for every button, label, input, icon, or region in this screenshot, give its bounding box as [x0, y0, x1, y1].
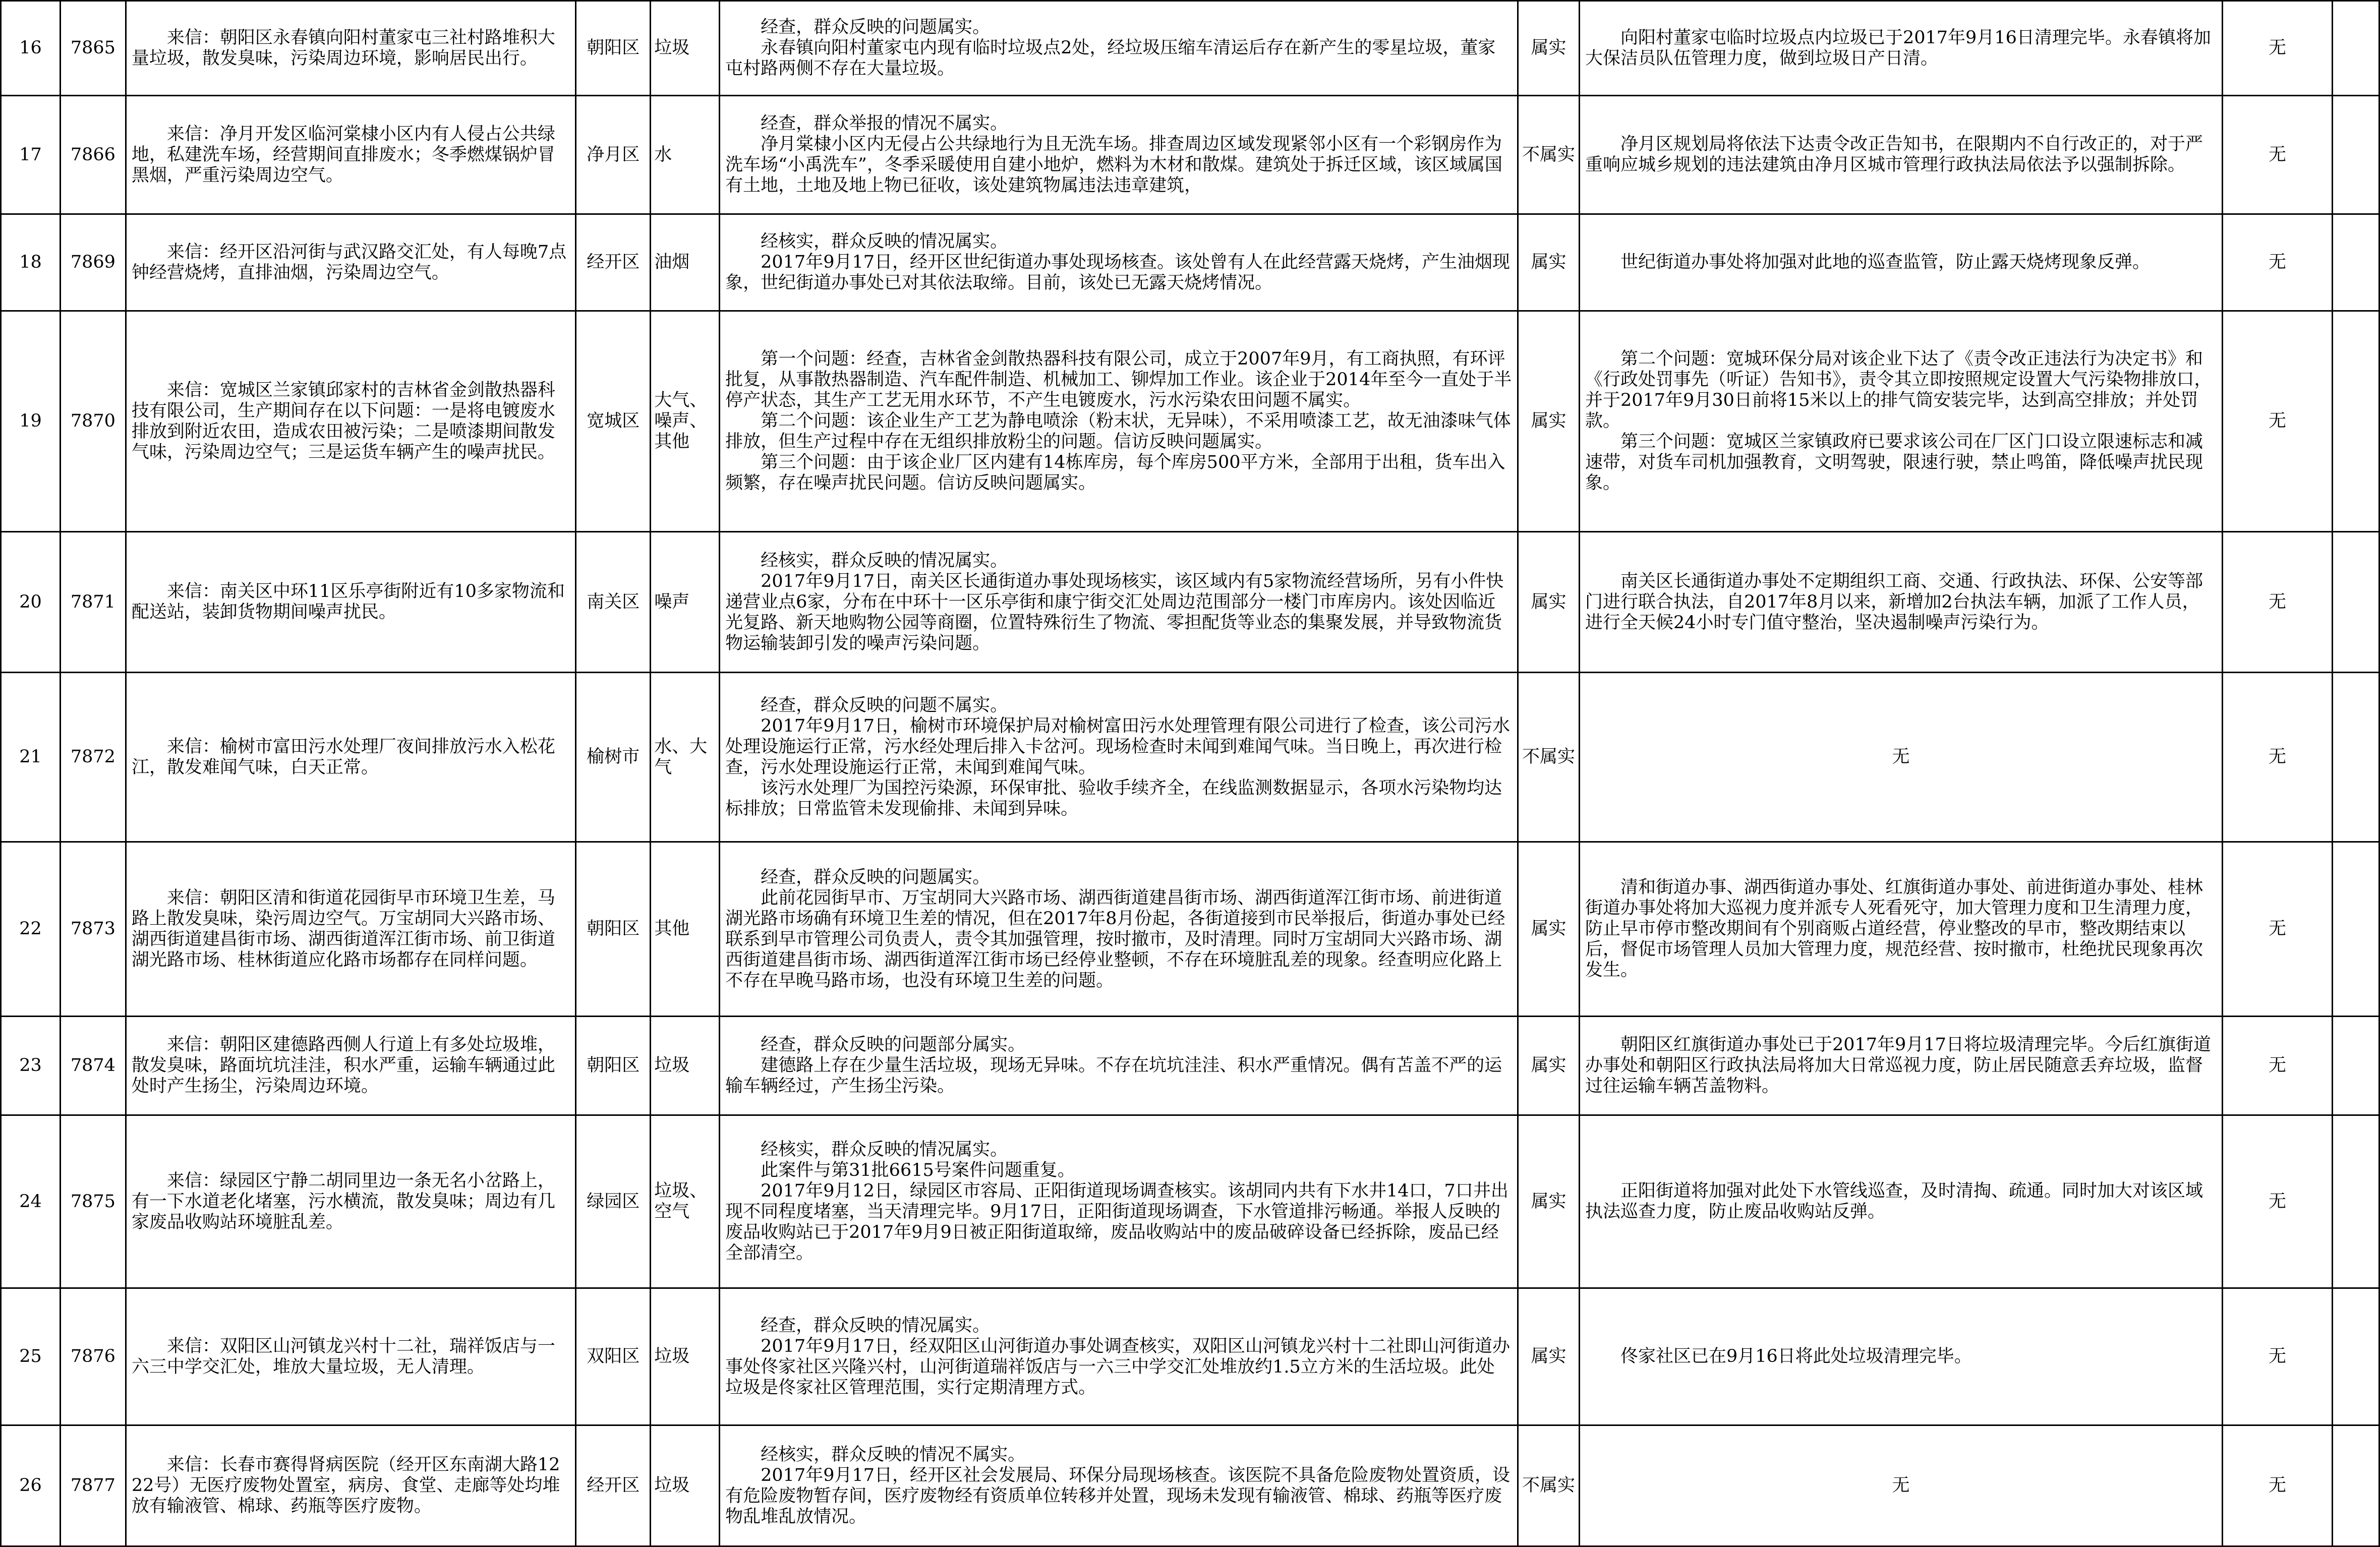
findings-text-paragraph: 经查，群众反映的问题属实。 [761, 17, 991, 37]
accountability: 无 [2223, 1115, 2333, 1288]
verdict: 属实 [1518, 1, 1580, 96]
complaint-text [126, 532, 575, 673]
empty-cell [2332, 532, 2379, 673]
complaint-text-paragraph: 来信：宽城区兰家镇邱家村的吉林省金剑散热器科技有限公司，生产期间存在以下问题：一是将电镀废水排放到附近农田，造成农田被污染；二是喷漆期间散发气味，污染周边空气；三是运货车辆产生的噪声扰民。 [131, 380, 555, 462]
complaint-text [126, 1425, 575, 1546]
empty-cell [2332, 673, 2379, 842]
findings-text-paragraph: 2017年9月17日，榆树市环境保护局对榆树富田污水处理管理有限公司进行了检查，该公司污水处理设施运行正常，污水经处理后排入卡岔河。现场检查时未闻到难闻气味。当日晚上，再次进行检查，污水处理设施运行正常，未闻到难闻气味。 [725, 716, 1511, 778]
issue-type: 垃圾 [651, 1288, 720, 1425]
table-row [1, 1115, 2379, 1288]
complaint-text [126, 673, 575, 842]
measures-text-value: 无 [1892, 747, 1910, 767]
case-id: 7875 [60, 1115, 126, 1288]
findings-text-paragraph: 此前花园街早市、万宝胡同大兴路市场、湖西街道建昌街市场、湖西街道浑江街市场、前进街道湖光路市场确有环境卫生差的情况，但在2017年8月份起，各街道接到市民举报后，街道办事处已经联系到早市管理公司负责人，责令其加强管理，按时撤市，及时清理。同时万宝胡同大兴路市场、湖西街道建昌街市场、湖西街道浑江街市场已经停业整顿，不存在环境脏乱差的现象。经查明应化路上不存在早晚马路市场，也没有环境卫生差的问题。 [725, 887, 1505, 991]
case-id: 7872 [60, 673, 126, 842]
findings-text-paragraph: 2017年9月17日，经开区社会发展局、环保分局现场核查。该医院不具备危险废物处置资质，设有危险废物暂存间，医疗废物经有资质单位转移并处置，现场未发现有输液管、棉球、药瓶等医疗废物乱堆乱放情况。 [725, 1465, 1511, 1527]
issue-type: 垃圾 [651, 1017, 720, 1115]
issue-type: 垃圾、空气 [651, 1115, 720, 1288]
measures-text-paragraph: 正阳街道将加强对此处下水管线巡查，及时清掏、疏通。同时加大对该区域执法巡查力度，防止废品收购站反弹。 [1585, 1181, 2203, 1222]
complaint-text-paragraph: 来信：双阳区山河镇龙兴村十二社，瑞祥饭店与一六三中学交汇处，堆放大量垃圾，无人清理。 [131, 1336, 555, 1377]
accountability: 无 [2223, 532, 2333, 673]
table-row [1, 311, 2379, 532]
row-number: 19 [1, 311, 61, 532]
verdict: 属实 [1518, 1017, 1580, 1115]
accountability: 无 [2223, 214, 2333, 311]
complaint-text-paragraph: 来信：榆树市富田污水处理厂夜间排放污水入松花江，散发难闻气味，白天正常。 [131, 736, 555, 778]
district: 双阳区 [576, 1288, 651, 1425]
table-row [1, 1288, 2379, 1425]
row-number: 16 [1, 1, 61, 96]
issue-type: 垃圾 [651, 1425, 720, 1546]
complaint-text [126, 842, 575, 1017]
complaint-text-paragraph: 来信：绿园区宁静二胡同里边一条无名小岔路上，有一下水道老化堵塞，污水横流，散发臭味；周边有几家废品收购站环境脏乱差。 [131, 1170, 555, 1232]
district: 南关区 [576, 532, 651, 673]
findings-text-paragraph: 经查，群众反映的情况属实。 [761, 1315, 991, 1336]
accountability: 无 [2223, 1017, 2333, 1115]
verdict: 属实 [1518, 214, 1580, 311]
findings-text-paragraph: 经核实，群众反映的情况属实。 [761, 231, 1008, 252]
row-number: 18 [1, 214, 61, 311]
measures-text-paragraph: 佟家社区已在9月16日将此处垃圾清理完毕。 [1620, 1346, 1972, 1366]
empty-cell [2332, 96, 2379, 214]
findings-text [720, 673, 1518, 842]
verdict: 不属实 [1518, 96, 1580, 214]
case-id: 7869 [60, 214, 126, 311]
table-row [1, 96, 2379, 214]
empty-cell [2332, 1017, 2379, 1115]
findings-text-paragraph: 建德路上存在少量生活垃圾，现场无异味。不存在坑坑洼洼、积水严重情况。偶有苫盖不严的运输车辆经过，产生扬尘污染。 [725, 1055, 1502, 1096]
district: 榆树市 [576, 673, 651, 842]
findings-text-paragraph: 第二个问题：该企业生产工艺为静电喷涂（粉末状，无异味），不采用喷漆工艺，故无油漆味气体排放，但生产过程中存在无组织排放粉尘的问题。信访反映问题属实。 [725, 411, 1511, 452]
accountability: 无 [2223, 842, 2333, 1017]
issue-type: 大气、噪声、其他 [651, 311, 720, 532]
district: 朝阳区 [576, 842, 651, 1017]
complaint-text [126, 1288, 575, 1425]
findings-text [720, 1425, 1518, 1546]
case-id: 7871 [60, 532, 126, 673]
findings-text [720, 1115, 1518, 1288]
case-id: 7866 [60, 96, 126, 214]
issue-type: 其他 [651, 842, 720, 1017]
accountability: 无 [2223, 1, 2333, 96]
verdict: 不属实 [1518, 673, 1580, 842]
measures-text-paragraph: 清和街道办事、湖西街道办事处、红旗街道办事处、前进街道办事处、桂林街道办事处将加大巡视力度并派专人死看死守，加大管理力度和卫生清理力度，防止早市停市整改期间有个别商贩占道经营，停业整改的早市，整改期结束以后，督促市场管理人员加大管理力度，规范经营、按时撤市，杜绝扰民现象再次发生。 [1585, 877, 2203, 980]
complaint-text [126, 311, 575, 532]
table-row [1, 842, 2379, 1017]
findings-text [720, 96, 1518, 214]
measures-text [1579, 311, 2222, 532]
findings-text-paragraph: 永春镇向阳村董家屯内现有临时垃圾点2处，经垃圾压缩车清运后存在新产生的零星垃圾，董家屯村路两侧不存在大量垃圾。 [725, 38, 1496, 79]
measures-text [1579, 1425, 2222, 1546]
case-id: 7877 [60, 1425, 126, 1546]
empty-cell [2332, 214, 2379, 311]
findings-text-paragraph: 该污水处理厂为国控污染源，环保审批、验收手续齐全，在线监测数据显示，各项水污染物均达标排放；日常监管未发现偷排、未闻到异味。 [725, 778, 1502, 819]
table-row [1, 1, 2379, 96]
accountability: 无 [2223, 96, 2333, 214]
complaint-text-paragraph: 来信：朝阳区永春镇向阳村董家屯三社村路堆积大量垃圾，散发臭味，污染周边环境，影响居民出行。 [131, 27, 555, 69]
findings-text-paragraph: 第一个问题：经查，吉林省金剑散热器科技有限公司，成立于2007年9月，有工商执照，有环评批复，从事散热器制造、汽车配件制造、机械加工、铆焊加工作业。该企业于2014年至今一直处于半停产状态，其生产工艺无用水环节，不产生电镀废水，污水污染农田问题不属实。 [725, 349, 1512, 410]
complaint-text-paragraph: 来信：朝阳区清和街道花园街早市环境卫生差，马路上散发臭味，染污周边空气。万宝胡同大兴路市场、湖西街道建昌街市场、湖西街道浑江街市场、前卫街道湖光路市场、桂林街道应化路市场都存在同样问题。 [131, 887, 555, 970]
measures-text [1579, 1288, 2222, 1425]
findings-text-paragraph: 经查，群众反映的问题属实。 [761, 867, 991, 887]
measures-text-paragraph: 第三个问题：宽城区兰家镇政府已要求该公司在厂区门口设立限速标志和减速带，对货车司机加强教育，文明驾驶，限速行驶，禁止鸣笛，降低噪声扰民现象。 [1585, 432, 2203, 493]
findings-text-paragraph: 经核实，群众反映的情况属实。 [761, 550, 1008, 571]
district: 绿园区 [576, 1115, 651, 1288]
row-number: 25 [1, 1288, 61, 1425]
findings-text-paragraph: 经查，群众反映的问题部分属实。 [761, 1035, 1026, 1055]
district: 朝阳区 [576, 1017, 651, 1115]
verdict: 不属实 [1518, 1425, 1580, 1546]
findings-text-paragraph: 2017年9月17日，南关区长通街道办事处现场核实，该区域内有5家物流经营场所，另有小件快递营业点6家，分布在中环十一区乐亭街和康宁街交汇处周边范围部分一楼门市库房内。该处因临近光复路、新天地购物公园等商圈，位置特殊衍生了物流、零担配货等业态的集聚发展，并导致物流货物运输装卸引发的噪声污染问题。 [725, 571, 1504, 653]
complaint-text [126, 1, 575, 96]
accountability: 无 [2223, 1288, 2333, 1425]
complaint-text [126, 1017, 575, 1115]
issue-type: 油烟 [651, 214, 720, 311]
findings-text [720, 842, 1518, 1017]
findings-text-paragraph: 2017年9月17日，经双阳区山河街道办事处调查核实，双阳区山河镇龙兴村十二社即山河街道办事处佟家社区兴隆兴村，山河街道瑞祥饭店与一六三中学交汇处堆放约1.5立方米的生活垃圾。此处垃圾是佟家社区管理范围，实行定期清理方式。 [725, 1336, 1511, 1398]
measures-text [1579, 1, 2222, 96]
measures-text [1579, 96, 2222, 214]
complaint-text [126, 1115, 575, 1288]
complaint-text [126, 96, 575, 214]
row-number: 26 [1, 1425, 61, 1546]
table-row [1, 1425, 2379, 1546]
empty-cell [2332, 1288, 2379, 1425]
table-row [1, 673, 2379, 842]
accountability: 无 [2223, 1425, 2333, 1546]
case-id: 7876 [60, 1288, 126, 1425]
empty-cell [2332, 311, 2379, 532]
findings-text-paragraph: 净月棠棣小区内无侵占公共绿地行为且无洗车场。排查周边区域发现紧邻小区有一个彩钢房作为洗车场“小禹洗车”，冬季采暖使用自建小地炉，燃料为木材和散煤。建筑处于拆迁区域，该区域属国有土地，土地及地上物已征收，该处建筑物属违法违章建筑， [725, 134, 1502, 196]
measures-text [1579, 1115, 2222, 1288]
case-id: 7865 [60, 1, 126, 96]
findings-text-paragraph: 经查，群众举报的情况不属实。 [761, 113, 1008, 134]
case-id: 7874 [60, 1017, 126, 1115]
findings-text-paragraph: 此案件与第31批6615号案件问题重复。 [761, 1160, 1075, 1180]
empty-cell [2332, 1115, 2379, 1288]
complaint-text-paragraph: 来信：朝阳区建德路西侧人行道上有多处垃圾堆，散发臭味，路面坑坑洼洼，积水严重，运输车辆通过此处时产生扬尘，污染周边环境。 [131, 1035, 555, 1096]
findings-text-paragraph: 经核实，群众反映的情况属实。 [761, 1140, 1008, 1160]
verdict: 属实 [1518, 311, 1580, 532]
case-id: 7873 [60, 842, 126, 1017]
district: 朝阳区 [576, 1, 651, 96]
measures-text [1579, 1017, 2222, 1115]
verdict: 属实 [1518, 842, 1580, 1017]
measures-text-value: 无 [1892, 1475, 1910, 1496]
district: 经开区 [576, 1425, 651, 1546]
complaint-text-paragraph: 来信：长春市赛得肾病医院（经开区东南湖大路1222号）无医疗废物处置室，病房、食堂、走廊等处均堆放有输液管、棉球、药瓶等医疗废物。 [131, 1455, 560, 1516]
row-number: 24 [1, 1115, 61, 1288]
findings-text [720, 1288, 1518, 1425]
measures-text-paragraph: 净月区规划局将依法下达责令改正告知书，在限期内不自行改正的，对于严重响应城乡规划的违法建筑由净月区城市管理行政执法局依法予以强制拆除。 [1585, 134, 2203, 175]
table-body [1, 1, 2379, 1546]
findings-text [720, 311, 1518, 532]
measures-text-paragraph: 向阳村董家屯临时垃圾点内垃圾已于2017年9月16日清理完毕。永春镇将加大保洁员队伍管理力度，做到垃圾日产日清。 [1585, 27, 2211, 69]
findings-text-paragraph: 经核实，群众反映的情况不属实。 [761, 1444, 1026, 1465]
verdict: 属实 [1518, 1288, 1580, 1425]
row-number: 21 [1, 673, 61, 842]
empty-cell [2332, 842, 2379, 1017]
table-row [1, 214, 2379, 311]
empty-cell [2332, 1425, 2379, 1546]
row-number: 23 [1, 1017, 61, 1115]
accountability: 无 [2223, 311, 2333, 532]
findings-text-paragraph: 2017年9月12日，绿园区市容局、正阳街道现场调查核实。该胡同内共有下水井14口，7口井出现不同程度堵塞，当天清理完毕。9月17日，正阳街道现场调查，下水管道排污畅通。举报人反映的废品收购站已于2017年9月9日被正阳街道取缔，废品收购站中的废品破碎设备已经拆除，废品已经全部清空。 [725, 1181, 1508, 1263]
accountability: 无 [2223, 673, 2333, 842]
complaint-text-paragraph: 来信：经开区沿河街与武汉路交汇处，有人每晚7点钟经营烧烤，直排油烟，污染周边空气。 [131, 242, 567, 283]
measures-text [1579, 214, 2222, 311]
complaint-text [126, 214, 575, 311]
table-row [1, 1017, 2379, 1115]
verdict: 属实 [1518, 532, 1580, 673]
measures-text [1579, 532, 2222, 673]
measures-text-paragraph: 南关区长通街道办事处不定期组织工商、交通、行政执法、环保、公安等部门进行联合执法，自2017年8月以来，新增加2台执法车辆，加派了工作人员，进行全天候24小时专门值守整治，坚决遏制噪声污染行为。 [1585, 571, 2203, 633]
district: 宽城区 [576, 311, 651, 532]
findings-text [720, 1017, 1518, 1115]
measures-text [1579, 842, 2222, 1017]
row-number: 20 [1, 532, 61, 673]
findings-text [720, 214, 1518, 311]
issue-type: 水、大气 [651, 673, 720, 842]
findings-text-paragraph: 经查，群众反映的问题不属实。 [761, 695, 1008, 716]
issue-type: 噪声 [651, 532, 720, 673]
measures-text-paragraph: 世纪街道办事处将加强对此地的巡查监管，防止露天烧烤现象反弹。 [1620, 252, 2150, 272]
findings-text [720, 532, 1518, 673]
findings-text-paragraph: 2017年9月17日，经开区世纪街道办事处现场核查。该处曾有人在此经营露天烧烤，产生油烟现象，世纪街道办事处已对其依法取缔。目前，该处已无露天烧烤情况。 [725, 252, 1511, 293]
issue-type: 水 [651, 96, 720, 214]
empty-cell [2332, 1, 2379, 96]
measures-text-paragraph: 朝阳区红旗街道办事处已于2017年9月17日将垃圾清理完毕。今后红旗街道办事处和朝阳区行政执法局将加大日常巡视力度，防止居民随意丢弃垃圾，监督过往运输车辆苫盖物料。 [1585, 1035, 2211, 1096]
findings-text [720, 1, 1518, 96]
row-number: 22 [1, 842, 61, 1017]
measures-text-paragraph: 第二个问题：宽城环保分局对该企业下达了《责令改正违法行为决定书》和《行政处罚事先（听证）告知书》，责令其立即按照规定设置大气污染物排放口，并于2017年9月30日前将15米以上的排气筒安装完毕，达到高空排放；并处罚款。 [1585, 349, 2212, 431]
table-row [1, 532, 2379, 673]
verdict: 属实 [1518, 1115, 1580, 1288]
measures-text [1579, 673, 2222, 842]
complaint-text-paragraph: 来信：净月开发区临河棠棣小区内有人侵占公共绿地，私建洗车场，经营期间直排废水；冬季燃煤锅炉冒黑烟，严重污染周边空气。 [131, 124, 555, 186]
district: 净月区 [576, 96, 651, 214]
complaint-text-paragraph: 来信：南关区中环11区乐亭街附近有10多家物流和配送站，装卸货物期间噪声扰民。 [131, 581, 565, 622]
case-id: 7870 [60, 311, 126, 532]
row-number: 17 [1, 96, 61, 214]
district: 经开区 [576, 214, 651, 311]
issue-type: 垃圾 [651, 1, 720, 96]
findings-text-paragraph: 第三个问题：由于该企业厂区内建有14栋库房，每个库房500平方米，全部用于出租，货车出入频繁，存在噪声扰民问题。信访反映问题属实。 [725, 452, 1505, 493]
